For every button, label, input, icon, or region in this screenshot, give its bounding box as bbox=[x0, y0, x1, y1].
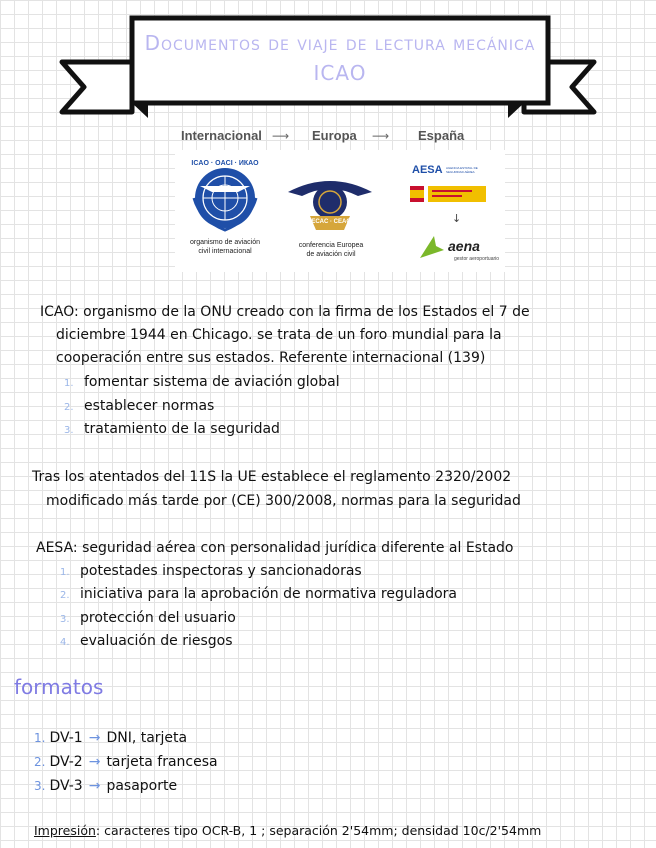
ecac-logo bbox=[282, 166, 378, 238]
ecac-band-text: ECAC · CEAC bbox=[311, 219, 351, 225]
arrow-right-icon: → bbox=[88, 754, 101, 770]
aesa-logo-text: AESA bbox=[412, 164, 443, 176]
impresion-line bbox=[34, 820, 541, 842]
list-item bbox=[60, 560, 362, 584]
arrow-down-icon: ↓ bbox=[452, 212, 462, 225]
ue-line-2: modificado más tarde por (CE) 300/2008, normas para la seguridad bbox=[46, 493, 521, 509]
arrow-right-icon: ⟶ bbox=[372, 129, 390, 143]
ecac-caption-line-2: de aviación civil bbox=[306, 251, 356, 258]
list-text: protección del usuario bbox=[80, 610, 236, 626]
list-item bbox=[64, 418, 280, 442]
icao-logo-text: ICAO · OACI · ИКАО bbox=[191, 160, 259, 167]
list-text: iniciativa para la aprobación de normativa reguladora bbox=[80, 586, 457, 602]
format-item bbox=[34, 727, 187, 749]
spain-government-logo bbox=[410, 186, 486, 210]
title-line-2: ICAO bbox=[313, 61, 367, 85]
format-text: tarjeta francesa bbox=[106, 754, 218, 770]
list-number: 2. bbox=[34, 755, 46, 769]
ecac-caption-line-1: conferencia Europea bbox=[298, 242, 364, 249]
icao-caption-line-1: organismo de aviación bbox=[189, 239, 261, 246]
aesa-line-1: AESA: seguridad aérea con personalidad jurídica diferente al Estado bbox=[36, 540, 514, 556]
hier-europa: Europa bbox=[312, 128, 357, 143]
format-text: DNI, tarjeta bbox=[106, 730, 188, 746]
list-text: establecer normas bbox=[84, 398, 215, 414]
list-number: 1. bbox=[34, 731, 46, 745]
hier-espana: España bbox=[418, 128, 465, 143]
list-number: 3. bbox=[64, 425, 74, 436]
page-title bbox=[140, 28, 540, 88]
list-number: 4. bbox=[60, 637, 70, 648]
list-number: 1. bbox=[60, 567, 70, 578]
list-item bbox=[64, 371, 340, 395]
ue-line-1: Tras los atentados del 11S la UE establece el reglamento 2320/2002 bbox=[32, 469, 512, 485]
format-text: pasaporte bbox=[106, 778, 178, 794]
list-item bbox=[60, 630, 233, 654]
icao-line-2: diciembre 1944 en Chicago. se trata de un foro mundial para la bbox=[56, 327, 502, 343]
list-number: 2. bbox=[64, 402, 74, 413]
list-number: 3. bbox=[60, 614, 70, 625]
list-number: 1. bbox=[64, 378, 74, 389]
format-code: DV-2 bbox=[49, 754, 83, 770]
icao-logo bbox=[180, 158, 270, 238]
arrow-right-icon: → bbox=[88, 778, 101, 794]
icao-line-1: ICAO: organismo de la ONU creado con la firma de los Estados el 7 de bbox=[40, 304, 530, 320]
list-text: potestades inspectoras y sancionadoras bbox=[80, 563, 362, 579]
list-number: 2. bbox=[60, 590, 70, 601]
impresion-text: : caracteres tipo OCR-B, 1 ; separación 2'54mm; densidad 10c/2'54mm bbox=[95, 823, 542, 838]
list-number: 3. bbox=[34, 779, 46, 793]
format-item bbox=[34, 751, 218, 773]
impresion-label: Impresión bbox=[34, 823, 96, 838]
list-item bbox=[60, 607, 236, 631]
list-text: evaluación de riesgos bbox=[80, 633, 233, 649]
list-item bbox=[64, 395, 214, 419]
format-code: DV-3 bbox=[49, 778, 83, 794]
aena-logo-text: aena bbox=[448, 238, 480, 254]
aena-logo-mark bbox=[416, 232, 446, 262]
icao-caption-line-2: civil internacional bbox=[198, 248, 252, 255]
list-item bbox=[60, 583, 457, 607]
list-text: tratamiento de la seguridad bbox=[84, 421, 280, 437]
title-line-1: Documentos de viaje de lectura mecánica bbox=[144, 31, 536, 55]
icao-line-3: cooperación entre sus estados. Referente internacional (139) bbox=[56, 350, 486, 366]
arrow-right-icon: → bbox=[88, 730, 101, 746]
formatos-heading: formatos bbox=[14, 675, 104, 699]
list-text: fomentar sistema de aviación global bbox=[84, 374, 340, 390]
aesa-logo-subtitle: AGENCIA ESTATAL DE SEGURIDAD AÉREA bbox=[446, 166, 478, 174]
format-item bbox=[34, 775, 177, 797]
icao-caption bbox=[172, 238, 278, 256]
hier-internacional: Internacional bbox=[181, 128, 262, 143]
format-code: DV-1 bbox=[49, 730, 83, 746]
aena-logo-subtitle: gestor aeroportuario bbox=[454, 256, 500, 262]
arrow-right-icon: ⟶ bbox=[272, 129, 290, 143]
ecac-caption bbox=[285, 241, 377, 259]
